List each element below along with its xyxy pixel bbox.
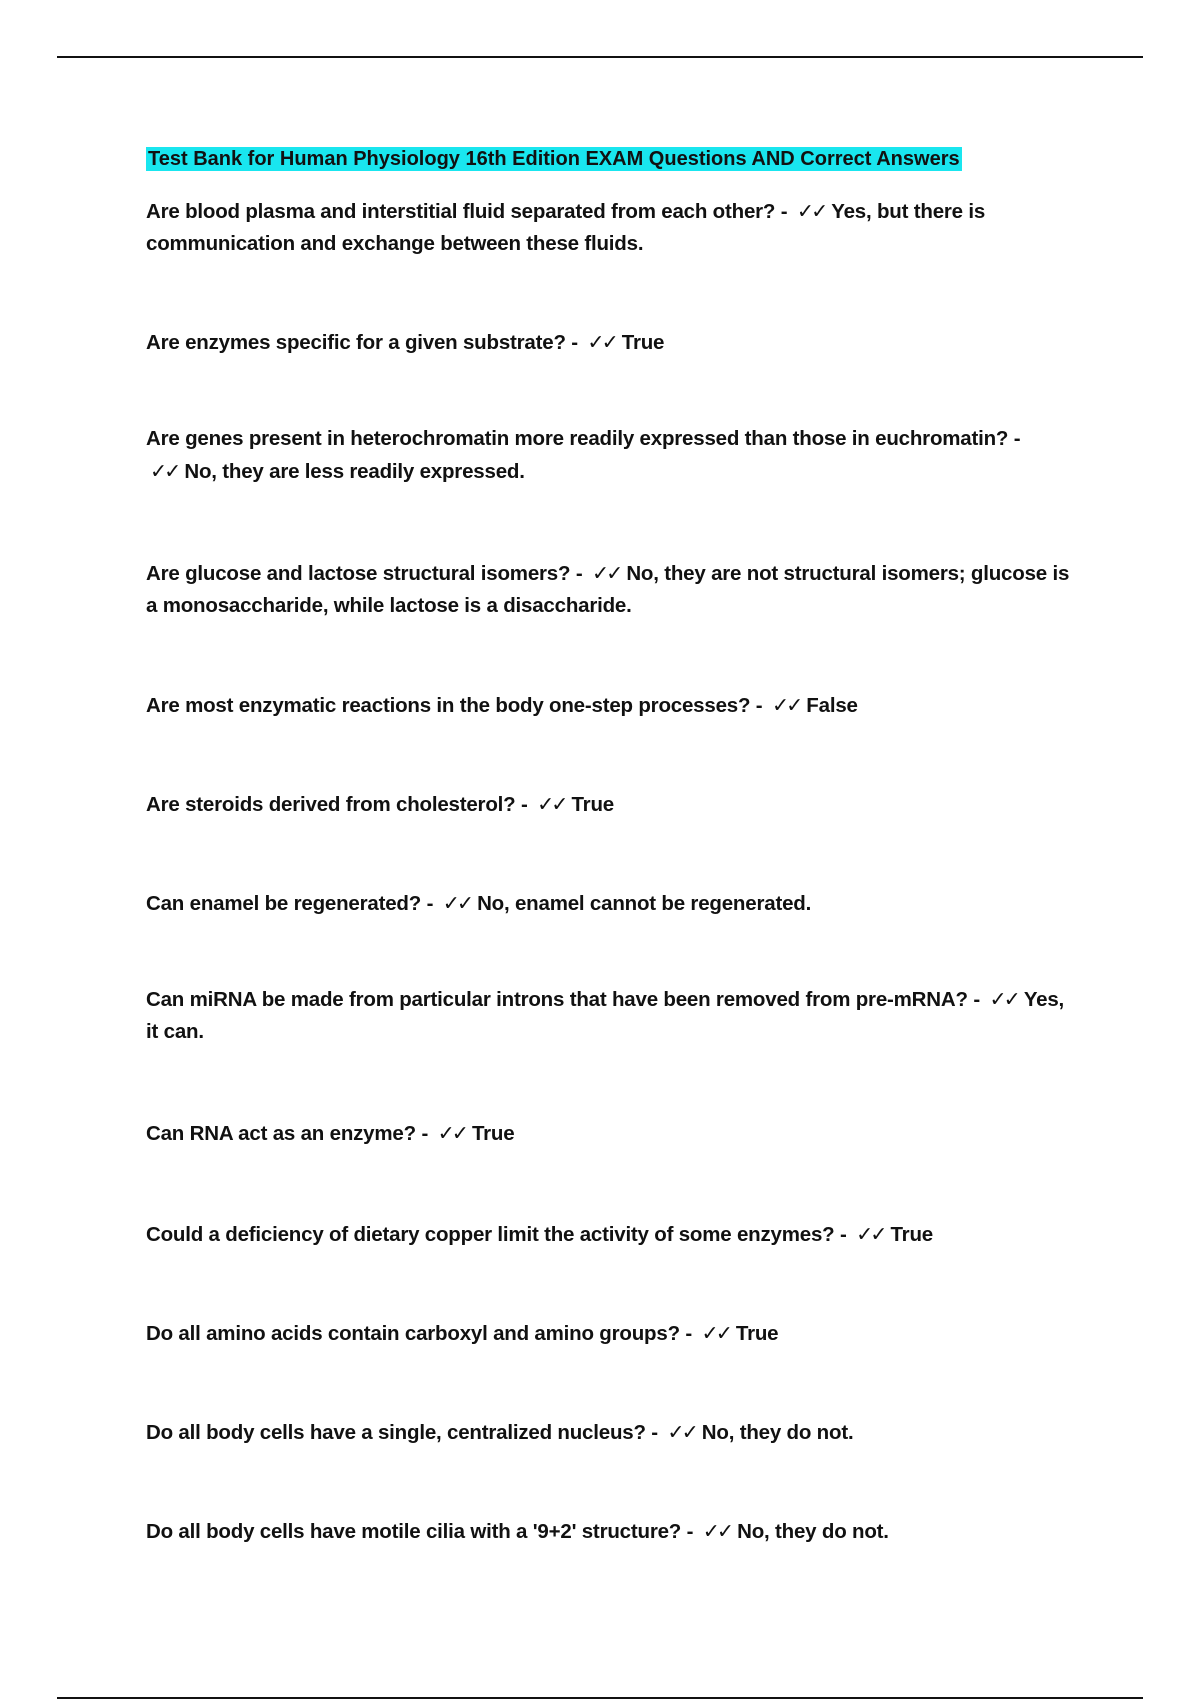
separator: - [415, 1122, 434, 1145]
qa-item [146, 1218, 1076, 1251]
qa-item [146, 1416, 1076, 1449]
answer-text: True [471, 1122, 515, 1145]
separator: - [421, 892, 439, 915]
answer-text: No, they do not. [701, 1421, 854, 1444]
answer-text: True [621, 331, 665, 354]
qa-item [146, 1317, 1076, 1350]
double-check-icon: ✓✓ [667, 1420, 696, 1444]
separator: - [679, 1322, 698, 1345]
question-text: Do all amino acids contain carboxyl and amino groups? [146, 1322, 680, 1345]
separator: - [775, 200, 793, 223]
double-check-icon: ✓✓ [989, 987, 1018, 1011]
question-text: Are blood plasma and interstitial fluid separated from each other? [146, 200, 776, 223]
answer-text: True [735, 1322, 779, 1345]
double-check-icon: ✓✓ [537, 792, 566, 816]
answer-text: No, enamel cannot be regenerated. [477, 892, 812, 915]
answer-text: No, they do not. [737, 1520, 889, 1543]
double-check-icon: ✓✓ [702, 1519, 732, 1543]
separator: - [750, 694, 768, 717]
qa-item [146, 195, 1076, 260]
double-check-icon: ✓✓ [771, 693, 801, 717]
separator: - [834, 1223, 853, 1246]
title-highlight: Test Bank for Human Physiology 16th Edition EXAM Questions AND Correct Answers [148, 148, 960, 170]
double-check-icon: ✓✓ [856, 1222, 885, 1246]
answer-text: True [571, 793, 614, 816]
header-rule [57, 56, 1143, 58]
qa-item [146, 557, 1076, 622]
qa-item [146, 689, 1076, 722]
double-check-icon: ✓✓ [701, 1321, 730, 1345]
separator: - [570, 562, 588, 585]
answer-text: No, they are less readily expressed. [184, 460, 525, 483]
answer-text: Yes, but there is communication and exchange between these fluids. [146, 200, 986, 255]
separator: - [515, 793, 534, 816]
answer-text: False [806, 694, 858, 717]
qa-item [146, 1515, 1076, 1548]
answer-text: No, they are not structural isomers; glucose is a monosaccharide, while lactose is a disaccharide. [146, 562, 1070, 617]
double-check-icon: ✓✓ [442, 891, 472, 915]
question-text: Are genes present in heterochromatin more readily expressed than those in euchromatin? [146, 427, 1009, 450]
question-text: Are enzymes specific for a given substrate? [146, 331, 566, 354]
answer-text: Yes, it can. [146, 988, 1065, 1043]
qa-item [146, 423, 1076, 488]
footer-rule [57, 1697, 1143, 1699]
qa-item [146, 887, 1076, 920]
question-text: Can RNA act as an enzyme? [146, 1122, 416, 1145]
question-text: Do all body cells have a single, centralized nucleus? [146, 1421, 646, 1444]
qa-item [146, 1117, 1076, 1150]
double-check-icon: ✓✓ [150, 459, 179, 483]
separator: - [645, 1421, 664, 1444]
double-check-icon: ✓✓ [591, 561, 621, 585]
separator: - [681, 1520, 699, 1543]
question-text: Do all body cells have motile cilia with a '9+2' structure? [146, 1520, 682, 1543]
question-text: Are steroids derived from cholesterol? [146, 793, 516, 816]
qa-item [146, 983, 1076, 1048]
question-text: Can miRNA be made from particular introns that have been removed from pre-mRNA? [146, 988, 968, 1011]
document-title [146, 145, 962, 173]
double-check-icon: ✓✓ [796, 199, 826, 223]
question-text: Can enamel be regenerated? [146, 892, 422, 915]
separator: - [967, 988, 986, 1011]
separator: - [565, 331, 584, 354]
qa-item [146, 326, 1076, 359]
double-check-icon: ✓✓ [437, 1121, 466, 1145]
question-text: Are most enzymatic reactions in the body one-step processes? [146, 694, 751, 717]
separator: - [1008, 427, 1021, 450]
double-check-icon: ✓✓ [587, 330, 616, 354]
qa-item [146, 788, 1076, 821]
question-text: Are glucose and lactose structural isomers? [146, 562, 571, 585]
question-text: Could a deficiency of dietary copper limit the activity of some enzymes? [146, 1223, 835, 1246]
answer-text: True [890, 1223, 933, 1246]
